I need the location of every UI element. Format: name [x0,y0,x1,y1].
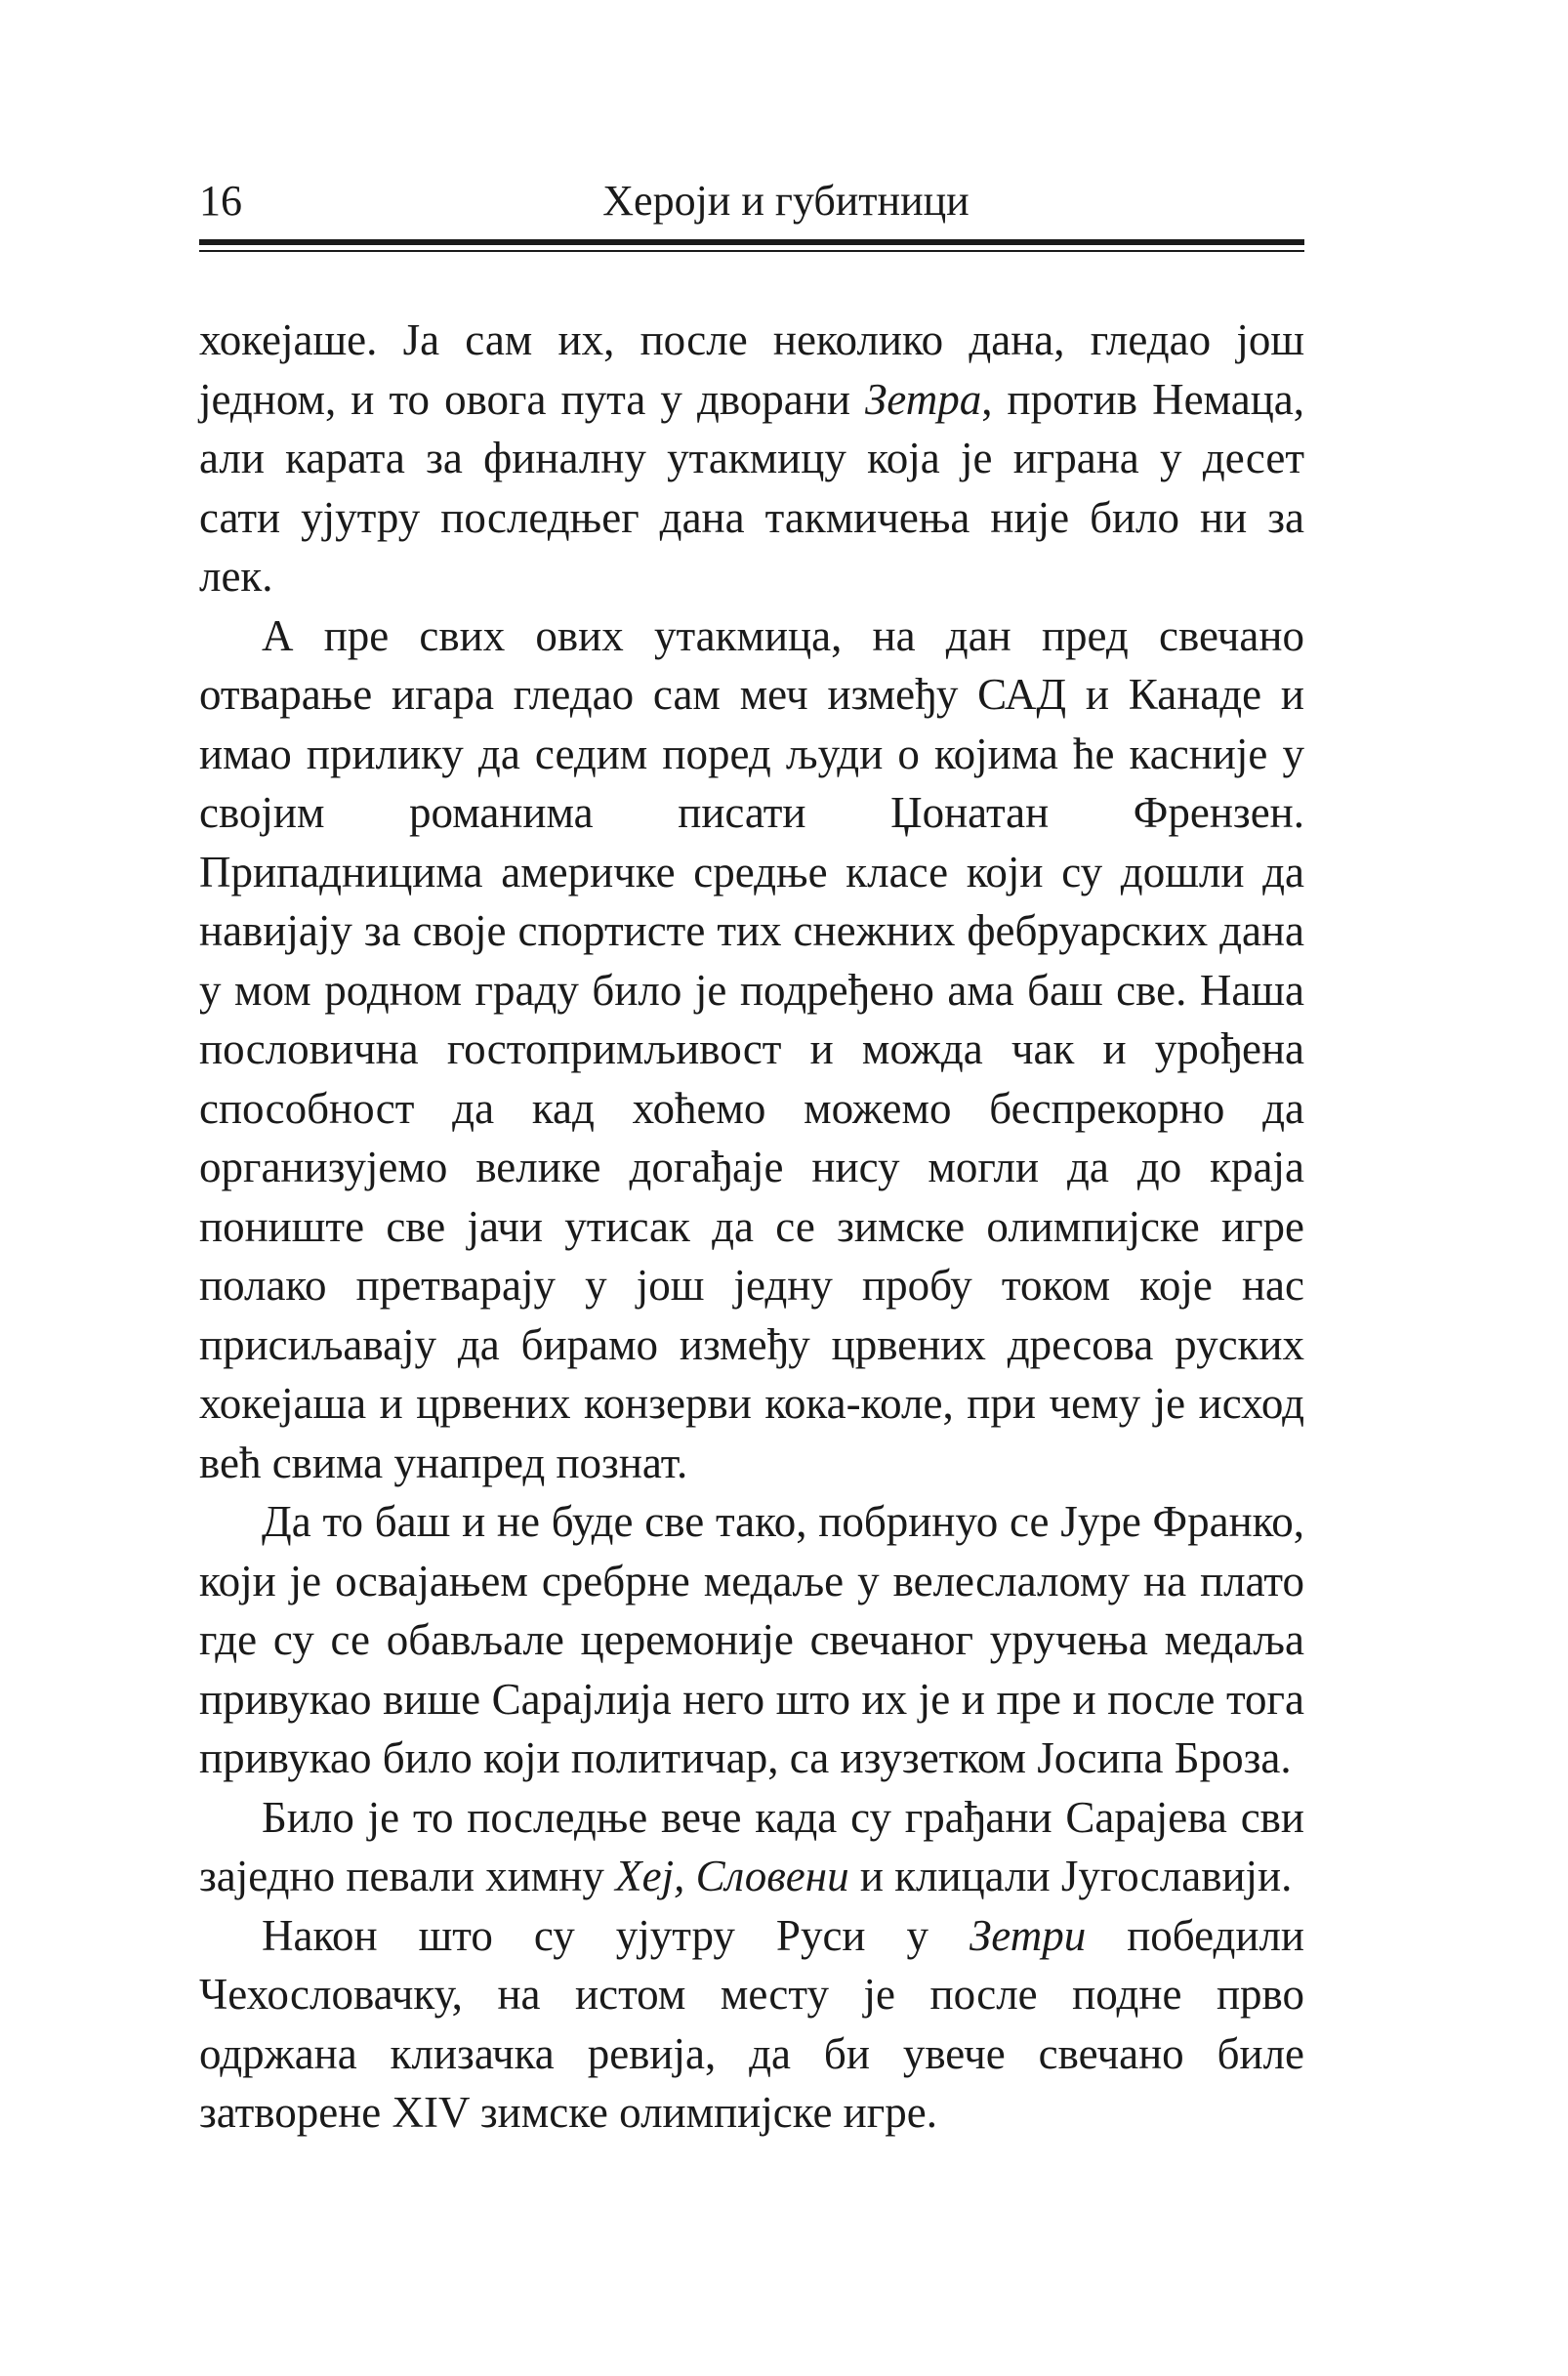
paragraph-4-text-1: Било је то последње вече када су грађани Сарајева сви заједно певали химну [199,1792,1304,1900]
paragraph-3 [199,1492,1304,1788]
paragraph-1 [199,311,1304,606]
header-rule-thick [199,239,1304,245]
paragraph-3-text: Да то баш и не буде све тако, побринуо се Јуре Франко, који је освајањем сребрне медаље у велеслалому на плато где су се обављале церемоније свечаног уручења медаља привукао више Сарајлија него што их је и пре и после тога привукао било који политичар, са изузетком Јосипа Броза. [199,1497,1304,1782]
paragraph-5-italic-zetri: Зетри [970,1910,1087,1960]
running-title: Хероји и губитници [602,177,970,225]
paragraph-1-italic-zetra: Зетра [865,374,982,424]
page-header [199,172,1304,230]
body-text [199,311,1304,2143]
paragraph-5-text-2: победили Чехословачку, на истом месту је после подне прво одржана клизачка ревија, да би увече свечано биле затворене XIV зимске олимпијске игре. [199,1910,1304,2137]
paragraph-4 [199,1788,1304,1906]
paragraph-1-text-1: хокејаше. Ја сам их, после неколико дана, гледао још једном, и то овога пута у дворани [199,315,1304,424]
paragraph-4-text-2: и клицали Југославији. [848,1852,1293,1900]
paragraph-1-text-2: , против Немаца, али карата за финалну утакмицу која је играна у десет сати ујутру последњег дана такмичења није било ни за лек. [199,374,1305,601]
paragraph-5 [199,1906,1304,2143]
header-rule-thin [199,250,1304,252]
paragraph-5-text-1: Након што су ујутру Руси у [262,1910,970,1960]
page-number: 16 [199,177,242,225]
paragraph-2-text: А пре свих ових утакмица, на дан пред свечано отварање игара гледао сам меч између САД и Канаде и имао прилику да седим поред људи о којима ће касније у својим романима писати Џонатан Френзен. Припадницима америчке средње класе који су дошли да навијају за своје спортисте тих снежних фебруарских дана у мом родном граду било је подређено ама баш све. Наша пословична гостопримљивост и можда чак и урођена способност да кад хоћемо можемо беспрекорно да организујемо велике догађаје нису могли да до краја пониште све јачи утисак да се зимске олимпијске игре полако претварају у још једну пробу током које нас присиљавају да бирамо између црвених дресова руских хокејаша и црвених конзерви кока-коле, при чему је исход већ свима унапред познат. [199,610,1304,1487]
paragraph-2 [199,606,1304,1493]
paragraph-4-italic-hymn: Хеј, Словени [615,1852,849,1900]
